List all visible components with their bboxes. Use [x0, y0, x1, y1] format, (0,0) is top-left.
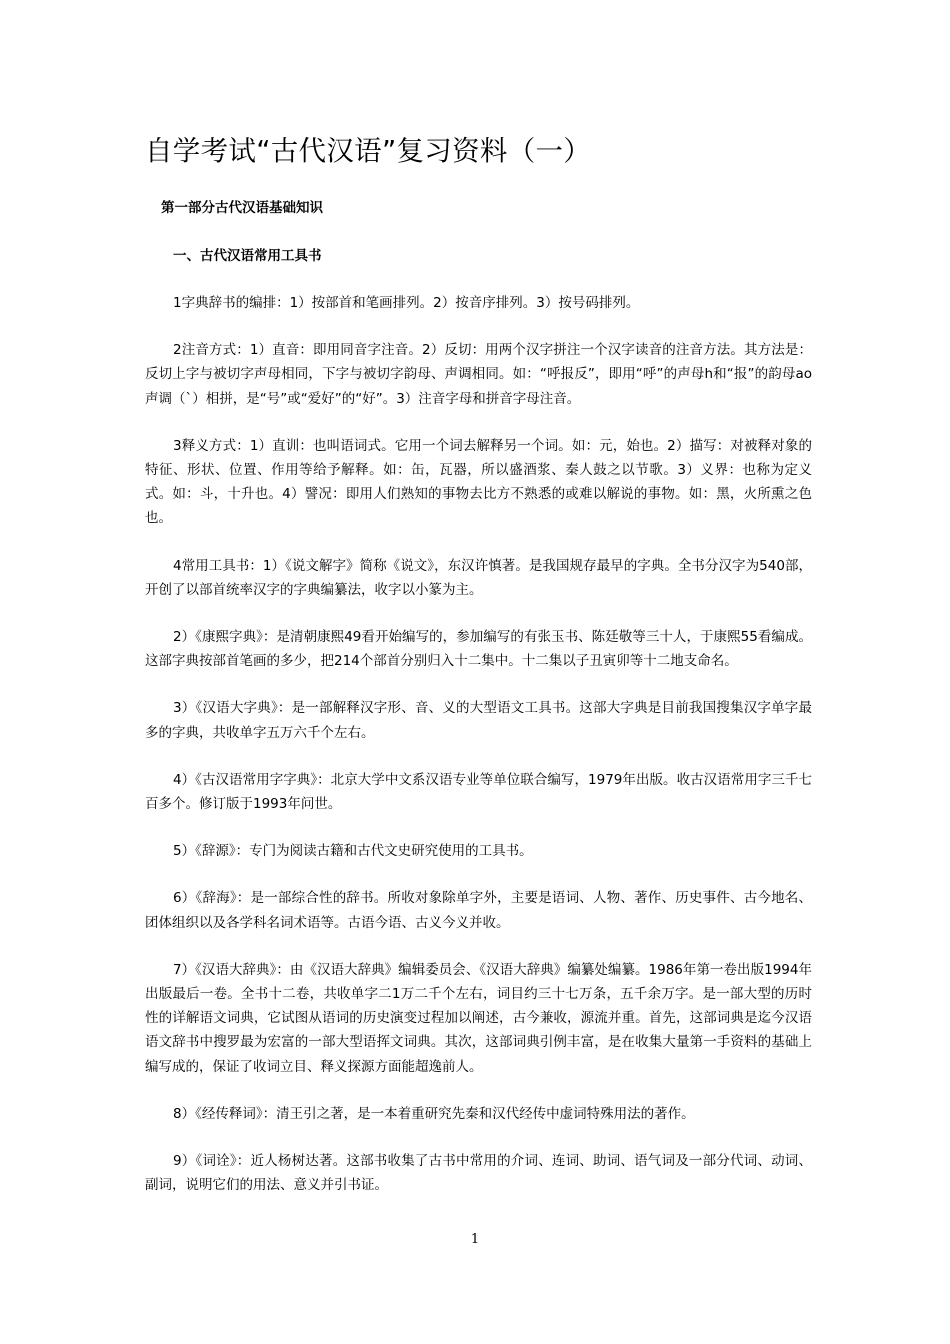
- paragraph-phonetic-notation: 2注音方式：1）直音：即用同音字注音。2）反切：用两个汉字拼注一个汉字读音的注音方法。其方法是：反切上字与被切字声母相同，下字与被切字韵母、声调相同。如：“呼报反”，即用“呼”的声母h和“报”的韵母ao声调（`）相拼，是“号”或“爱好”的“好”。3）注音字母和拼音字母注音。: [145, 342, 812, 407]
- page-number: 1: [470, 1232, 480, 1247]
- paragraph-jingzhuan-shici: 8）《经传释词》：清王引之著，是一本着重研究先秦和汉代经传中虚词特殊用法的著作。: [173, 1105, 695, 1122]
- section-heading: 一、古代汉语常用工具书: [173, 248, 322, 264]
- paragraph-cihai: 6）《辞海》：是一部综合性的辞书。所收对象除单字外，主要是语词、人物、著作、历史事件、古今地名、团体组织以及各学科名词术语等。古语今语、古义今义并收。: [145, 890, 812, 931]
- paragraph-dictionary-arrangement: 1字典辞书的编排：1）按部首和笔画排列。2）按音序排列。3）按号码排列。: [173, 295, 640, 311]
- document-title: 自学考试“古代汉语”复习资料（一）: [145, 135, 592, 167]
- paragraph-hanyu-da-cidian: 7）《汉语大辞典》：由《汉语大辞典》编辑委员会、《汉语大辞典》编纂处编纂。1986年第一卷出版1994年出版最后一卷。全书十二卷，共收单字二1万二千个左右，词目约三十七万条，五千余万字。是一部大型的历时性的详解语文词典，它试图从语词的历史演变过程加以阐述，古今兼收，源流并重。首先，这部词典是迄今汉语语文辞书中搜罗最为宏富的一部大型语挥文词典。其次，这部词典引例丰富，是在收集大量第一手资料的基础上编写成的，保证了收词立目、释义探源方面能超逸前人。: [145, 961, 812, 1075]
- paragraph-ciquan: 9）《词诠》：近人杨树达著。这部书收集了古书中常用的介词、连词、助词、语气词及一部分代词、动词、副词，说明它们的用法、意义并引书证。: [145, 1153, 812, 1194]
- part-heading: 第一部分古代汉语基础知识: [161, 200, 323, 216]
- paragraph-ancient-chinese-dictionary: 4）《古汉语常用字字典》：北京大学中文系汉语专业等单位联合编写，1979年出版。收古汉语常用字三千七百多个。修订版于1993年问世。: [145, 771, 812, 813]
- paragraph-definition-methods: 3释义方式：1）直训：也叫语词式。它用一个词去解释另一个词。如：元，始也。2）描写：对被释对象的特征、形状、位置、作用等给予解释。如：缶，瓦器，所以盛酒浆、秦人鼓之以节歌。3）义界：也称为定义式。如：斗，十升也。4）譬况：即用人们熟知的事物去比方不熟悉的或难以解说的事物。如：黑，火所熏之色也。: [145, 437, 812, 527]
- paragraph-ciyuan: 5）《辞源》：专门为阅读古籍和古代文史研究使用的工具书。: [173, 843, 533, 860]
- paragraph-kangxi-dictionary: 2）《康熙字典》：是清朝康熙49看开始编写的，参加编写的有张玉书、陈廷敬等三十人，于康熙55看编成。这部字典按部首笔画的多少，把214个部首分别归入十二集中。十二集以子丑寅卯等十二地支命名。: [145, 629, 812, 670]
- paragraph-shuowen-jiezi: 4常用工具书：1）《说文解字》简称《说文》，东汉许慎著。是我国规存最早的字典。全书分汉字为540部，开创了以部首统率汉字的字典编纂法，收字以小篆为主。: [145, 557, 812, 598]
- page-content: [145, 126, 812, 1220]
- paragraph-hanyu-da-zidian: 3）《汉语大字典》：是一部解释汉字形、音、义的大型语文工具书。这部大字典是目前我国搜集汉字单字最多的字典，共收单字五万六千个左右。: [145, 700, 812, 741]
